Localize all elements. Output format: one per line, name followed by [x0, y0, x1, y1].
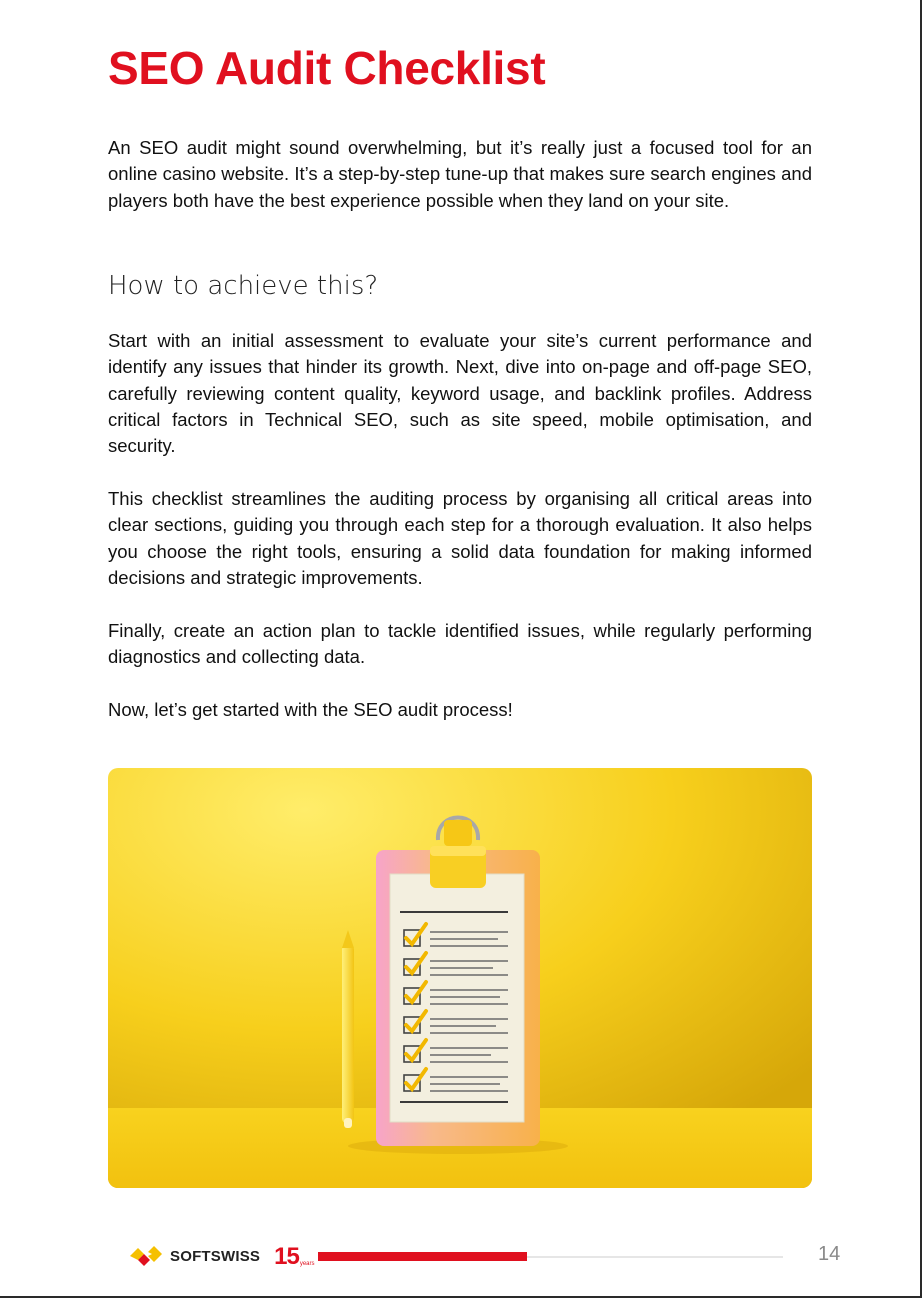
body-paragraph-4: Now, let’s get started with the SEO audit process! [108, 699, 513, 720]
body-paragraph-2: This checklist streamlines the auditing process by organising all critical areas into clear sections, guiding you through each step for a thorough evaluation. It also helps you choose the right tools, ensuring a solid data foundation for making informed decisions and strategic improvements. [108, 488, 812, 588]
clipboard-illustration [108, 768, 812, 1188]
badge-number: 15 [274, 1243, 299, 1270]
body-paragraph-3: Finally, create an action plan to tackle identified issues, while regularly performing diagnostics and collecting data. [108, 620, 812, 668]
body-paragraph-1: Start with an initial assessment to evaluate your site’s current performance and identify any issues that hinder its growth. Next, dive into on-page and off-page SEO, carefully reviewing content quality, keyword usage, and backlink profiles. Address critical factors in Technical SEO, such as site speed, mobile optimisation, and security. [108, 330, 812, 457]
pen-icon [342, 930, 354, 1128]
page-title: SEO Audit Checklist [108, 42, 546, 94]
badge-years-label: years [299, 1261, 315, 1267]
brand-name: SOFTSWISS [170, 1247, 261, 1265]
section-subheading: How to achieve this? [108, 271, 379, 301]
softswiss-logo-icon [128, 1244, 164, 1268]
binder-clip-icon [430, 818, 486, 889]
progress-fill [318, 1252, 527, 1261]
page-number: 14 [818, 1243, 841, 1265]
intro-paragraph: An SEO audit might sound overwhelming, but it’s really just a focused tool for an online casino website. It’s a step-by-step tune-up that makes sure search engines and players both have the best experience possible when they land on your site. [108, 137, 812, 211]
softswiss-logo [128, 1242, 315, 1270]
anniversary-badge [274, 1244, 314, 1268]
clipboard-checklist-icon [108, 768, 812, 1188]
